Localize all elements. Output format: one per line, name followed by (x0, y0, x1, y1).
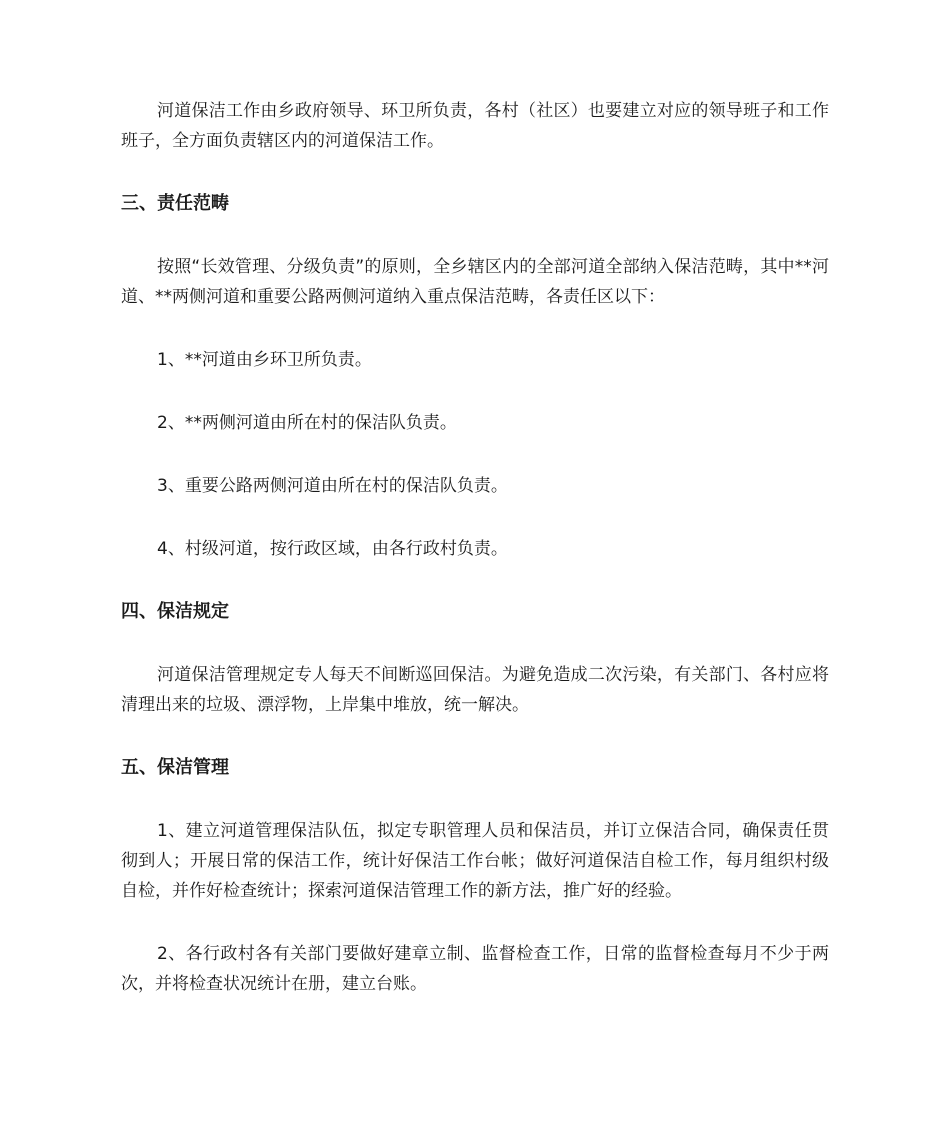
list-item-3: 3、重要公路两侧河道由所在村的保洁队负责。 (157, 476, 508, 496)
list-item-2: 2、**两侧河道由所在村的保洁队负责。 (157, 413, 457, 433)
paragraph-leadership: 河道保洁工作由乡政府领导、环卫所负责，各村（社区）也要建立对应的领导班子和工作班子，全方面负责辖区内的河道保洁工作。 (121, 101, 829, 151)
list-item-1: 1、**河道由乡环卫所负责。 (157, 350, 372, 370)
paragraph-scope-principle: 按照“长效管理、分级负责”的原则，全乡辖区内的全部河道全部纳入保洁范畴，其中**河道、**两侧河道和重要公路两侧河道纳入重点保洁范畴，各责任区以下： (121, 257, 829, 307)
heading-cleaning-management: 五、保洁管理 (121, 757, 229, 778)
paragraph-management-1: 1、建立河道管理保洁队伍，拟定专职管理人员和保洁员，并订立保洁合同，确保责任贯彻到人；开展日常的保洁工作，统计好保洁工作台帐；做好河道保洁自检工作，每月组织村级自检，并作好检查统计；探索河道保洁管理工作的新方法，推广好的经验。 (121, 821, 829, 901)
paragraph-management-2: 2、各行政村各有关部门要做好建章立制、监督检查工作，日常的监督检查每月不少于两次，并将检查状况统计在册，建立台账。 (121, 944, 829, 994)
list-item-4: 4、村级河道，按行政区域，由各行政村负责。 (157, 539, 508, 559)
heading-responsibility-scope: 三、责任范畴 (121, 193, 229, 214)
paragraph-cleaning-rules: 河道保洁管理规定专人每天不间断巡回保洁。为避免造成二次污染，有关部门、各村应将清理出来的垃圾、漂浮物，上岸集中堆放，统一解决。 (121, 665, 829, 715)
heading-cleaning-rules: 四、保洁规定 (121, 601, 229, 622)
